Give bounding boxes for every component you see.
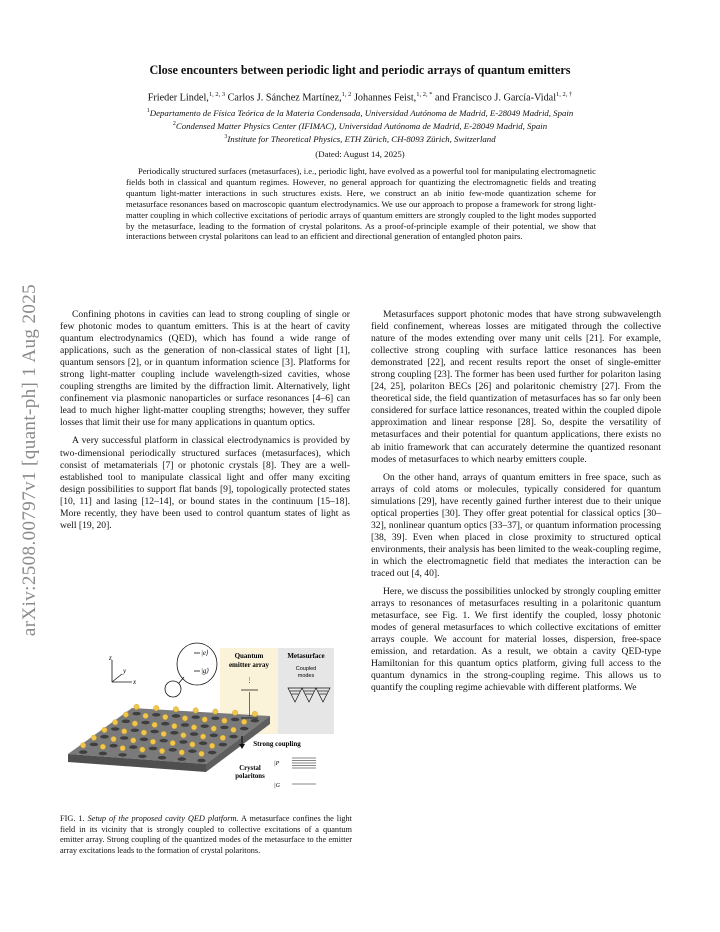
caption-text: A metasurface confines the light field in its vicinity that is strongly coupled to collective excitations of a quantum emitter array. Strong coupling of the quantized modes of the metasurface to the emitter array excitations leads to the formation of crystal polaritons. <box>60 814 352 855</box>
emitter-label-2: emitter array <box>228 661 270 669</box>
emitter-dot <box>172 723 177 728</box>
metasurface-hole <box>100 735 108 739</box>
figure-1 <box>60 632 352 810</box>
metasurface-hole <box>90 743 98 747</box>
metasurface-hole <box>211 716 219 720</box>
emitter-dot <box>190 742 195 747</box>
caption-label: FIG. 1. <box>60 814 85 823</box>
affiliation-line: $^3$Institute for Theoretical Physics, ETH Zürich, CH-8093 Zürich, Switzerland <box>224 134 496 145</box>
left-column <box>60 309 350 538</box>
metasurface-hole <box>231 718 239 722</box>
emitter-dot <box>181 733 186 738</box>
emitter-dot <box>232 710 237 715</box>
metasurface-hole <box>132 712 140 716</box>
author-affil-sup: 1, 2 <box>341 91 352 98</box>
axis-x-label: x <box>133 678 137 686</box>
emitter-dot <box>161 731 166 736</box>
metasurface-hole <box>229 735 237 739</box>
emitter-dot <box>222 718 227 723</box>
emitter-dot <box>191 725 196 730</box>
metasurface-hole <box>99 752 107 756</box>
metasurface-hole <box>178 757 186 761</box>
metasurface-hole <box>208 751 216 755</box>
metasurface-hole <box>179 740 187 744</box>
metasurface-hole <box>150 730 158 734</box>
figure-caption <box>60 814 352 856</box>
emitter-dot <box>163 714 168 719</box>
metasurface-label: Metasurface <box>287 652 325 660</box>
author-affil-sup: 1, 2, * <box>416 91 433 98</box>
emitter-dot <box>170 740 175 745</box>
coupled-label-2: modes <box>297 673 315 679</box>
ground-ket: |G <box>274 783 280 789</box>
metasurface-hole <box>220 726 228 730</box>
metasurface-hole <box>191 715 199 719</box>
emitter-dot <box>199 751 204 756</box>
axis-y-label: y <box>123 667 127 675</box>
author-name: Carlos J. Sánchez Martínez, <box>225 92 342 104</box>
polariton-ket: |P <box>274 761 280 767</box>
paragraph: On the other hand, arrays of quantum emitters in free space, such as arrays of cold atoms or molecules, typically considered for quantum simulations [29], have recently gained further interest due to their unique optical properties [30]. They offer great potential for classical optics [30–32], nonlinear quantum optics [33–37], or quantum information processing [38, 39]. Even when placed in close proximity to structured optical environments, their analysis has been limited to the weak-coupling regime, in which the electromagnetic field that mediates the interaction can be traced out [4, 40]. <box>371 471 661 579</box>
author-name: and Francisco J. García-Vidal <box>432 92 557 104</box>
emitter-dot <box>231 727 236 732</box>
right-column <box>371 309 661 700</box>
strong-coupling-label: Strong coupling <box>253 740 301 748</box>
metasurface-hole <box>118 753 126 757</box>
metasurface-hole <box>129 745 137 749</box>
metasurface-hole <box>188 749 196 753</box>
metasurface-hole <box>138 754 146 758</box>
metasurface-hole <box>197 759 205 763</box>
state-g-label: |g⟩ <box>201 667 210 675</box>
metasurface-hole <box>159 739 167 743</box>
crystal-label-1: Crystal <box>239 765 261 772</box>
metasurface-hole <box>152 713 160 717</box>
emitter-dot <box>143 713 148 718</box>
author-name: Frieder Lindel, <box>147 92 209 104</box>
caption-title: Setup of the proposed cavity QED platform. <box>87 814 239 823</box>
metasurface-hole <box>140 738 148 742</box>
metasurface-hole <box>190 732 198 736</box>
emitter-dot <box>91 735 96 740</box>
metasurface-hole <box>172 714 180 718</box>
emitter-dot <box>100 744 105 749</box>
metasurface-hole <box>181 723 189 727</box>
metasurface-hole <box>122 720 130 724</box>
emitter-dot <box>112 720 117 725</box>
emitter-dot <box>154 705 159 710</box>
author-list <box>60 91 660 103</box>
emitter-dot <box>209 743 214 748</box>
metasurface-hole <box>201 724 209 728</box>
emitter-dot <box>241 719 246 724</box>
y-axis <box>112 674 122 682</box>
emitter-dot <box>134 704 139 709</box>
metasurface-hole <box>161 722 169 726</box>
metasurface-hole <box>240 727 248 731</box>
metasurface-hole <box>170 731 178 735</box>
metasurface-hole <box>251 719 259 723</box>
emitter-dot <box>111 736 116 741</box>
emitter-dot <box>193 708 198 713</box>
emitter-dot <box>140 747 145 752</box>
emitter-dot <box>131 738 136 743</box>
emitter-dot <box>132 721 137 726</box>
metasurface-hole <box>149 747 157 751</box>
paragraph: A very successful platform in classical electrodynamics is provided by two-dimensional periodically structured surfaces (metasurfaces), which consist of metamaterials [7] or photonic crystals [8]. They are a well-established tool to manipulate classical light and offer many exciting design possibilities to support flat bands [9], topologically protected states [10, 11] and lasing [12–14], or bound states in the continuum [15–18]. More recently, they have been used to control quantum states of light as well [19, 20]. <box>60 435 350 531</box>
emitter-dot <box>213 709 218 714</box>
emitter-dot <box>252 711 257 716</box>
emitter-dot <box>220 735 225 740</box>
axis-z-label: z <box>109 654 112 662</box>
metasurface-hole <box>210 734 218 738</box>
metasurface-hole <box>131 728 139 732</box>
author-affil-sup: 1, 2, † <box>556 91 573 98</box>
emitter-dot <box>120 745 125 750</box>
paragraph: Metasurfaces support photonic modes that have strong subwavelength field confinement, whereas losses are mitigated through the collective nature of the modes extending over many unit cells [21]. For example, collective strong coupling with surface lattice resonances has been demonstrated [22], and recent results report the onset of single-emitter strong coupling [23]. The former has been used further for polariton lasing [24, 25], polariton BECs [26] and polaritonic chemistry [27]. From the theoretical side, the field quantization of metasurfaces has so far only been considered for surface lattice resonances, treated within the coupled dipole approximation and linear response [28]. So, despite the versatility of metasurfaces and their potential for quantum applications, there exists no ab initio framework that can accurately determine the quantized resonant modes of metasurfaces to which nearby emitters couple. <box>371 309 661 465</box>
metasurface-hole <box>109 744 117 748</box>
emitter-dot <box>202 717 207 722</box>
metasurface-hole <box>199 741 207 745</box>
emitter-dot <box>141 730 146 735</box>
affiliations <box>60 106 660 145</box>
paper-title: Close encounters between periodic light and periodic arrays of quantum emitters <box>149 63 571 77</box>
figure-1-illustration <box>60 632 352 810</box>
crystal-label-2: polaritons <box>235 773 265 780</box>
affiliation-line: $^1$Departamento de Física Teórica de la Materia Condensada, Universidad Autónoma de Madrid, E-28049 Madrid, Spain <box>146 107 574 118</box>
emitter-dot <box>159 748 164 753</box>
metasurface-hole <box>120 736 128 740</box>
metasurface-hole <box>141 721 149 725</box>
metasurface-hole <box>158 756 166 760</box>
metasurface-hole <box>169 748 177 752</box>
emitter-dot <box>200 734 205 739</box>
svg-text:⋮: ⋮ <box>246 678 253 684</box>
author-name: Johannes Feist, <box>351 92 417 104</box>
zoom-circle <box>165 681 181 697</box>
emitter-dot <box>123 712 128 717</box>
arxiv-stamp: arXiv:2508.00797v1 [quant-ph] 1 Aug 2025 <box>19 283 40 637</box>
plate-top <box>68 708 270 764</box>
affiliation-line: $^2$Condensed Matter Physics Center (IFIMAC), Universidad Autónoma de Madrid, E-28049 Madrid, Spain <box>172 121 548 132</box>
emitter-dot <box>102 727 107 732</box>
emitter-dot <box>173 707 178 712</box>
state-e-label: |e⟩ <box>201 649 209 657</box>
emitter-dot <box>179 750 184 755</box>
paragraph: Confining photons in cavities can lead to strong coupling of single or few photonic modes to quantum emitters. This is at the heart of cavity quantum electrodynamics (QED), which has found a wide range of applications, such as the generation of non-classical states of light [1], quantum sensors [2], or in quantum information science [3]. Platforms for strong light-matter coupling include wavelength-sized cavities, whose coupling strengths are limited by the diffraction limit. Alternatively, light confinement via plasmonic nanoparticles or surface resonances [4–6] can lead to much higher light-matter coupling strengths; however, they suffer losses that limit their use for many applications in quantum optics. <box>60 309 350 429</box>
emitter-dot <box>211 726 216 731</box>
author-affil-sup: 1, 2, 3 <box>208 91 226 98</box>
metasurface-hole <box>79 750 87 754</box>
emitter-label-1: Quantum <box>234 652 264 660</box>
emitter-dot <box>122 729 127 734</box>
polariton-levels <box>292 758 316 784</box>
emitter-dot <box>182 716 187 721</box>
date-line: (Dated: August 14, 2025) <box>315 149 405 159</box>
emitter-dot <box>80 743 85 748</box>
metasurface-hole <box>111 727 119 731</box>
metasurface-hole <box>219 743 227 747</box>
coupled-label-1: Coupled <box>295 666 317 672</box>
abstract: Periodically structured surfaces (metasurfaces), i.e., periodic light, have evolved as a powerful tool for manipulating electromagnetic fields both in classical and quantum regimes. However, no general approach for quantizing the electromagnetic fields and treating quantum light-matter interactions in such structures exists. Here, we construct an ab initio few-mode quantization scheme for metasurface resonances based on macroscopic quantum electrodynamics. We use our approach to propose a framework for strong light-matter coupling in which collective excitations of periodic arrays of quantum emitters are strongly coupled to the light modes supported by the metasurface, leading to the formation of crystal polaritons. As a proof-of-principle example of their potential, we show that interactions between crystal polaritons can lead to an efficient and directional generation of entangled photon pairs. <box>126 166 596 242</box>
emitter-dot <box>150 739 155 744</box>
emitter-dot <box>152 722 157 727</box>
paragraph: Here, we discuss the possibilities unlocked by strongly coupling emitter arrays to resonances of metasurfaces resulting in a polaritonic quantum metasurface, see Fig. 1. We first identify the coupled, lossy photonic modes of general metasurfaces to which collective excitations of emitter arrays couple. We account for material losses, dispersion, free-space emission, and retardation. As a result, we obtain a cavity QED-type Hamiltonian for this quantum optics platform, giving full access to the quantum dynamics in the strong-coupling regime. This allows us to quantify the coupling regime achievable with different platforms. We <box>371 586 661 694</box>
